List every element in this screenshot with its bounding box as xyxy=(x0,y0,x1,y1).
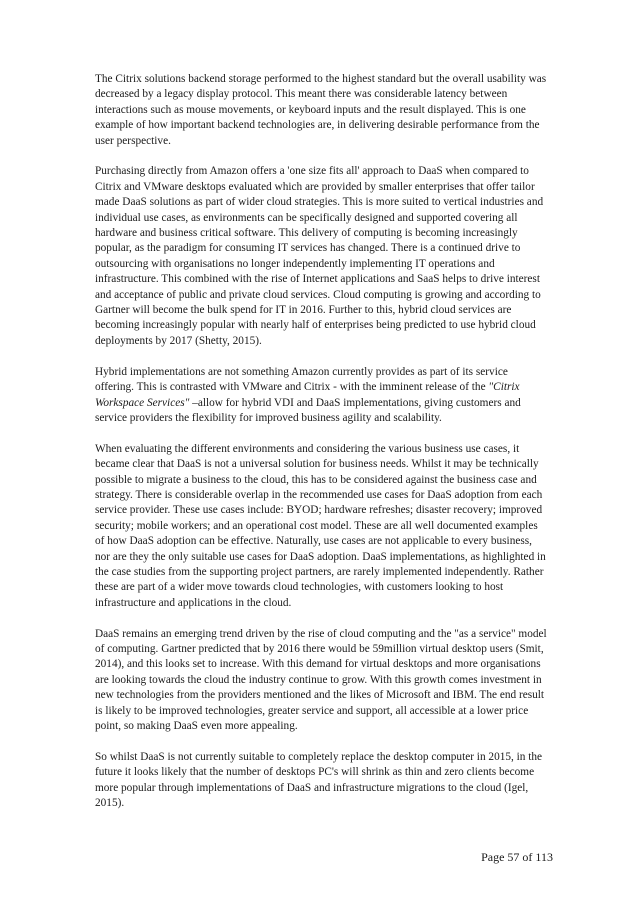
paragraph-hybrid-text-after: –allow for hybrid VDI and DaaS implementations, giving customers and service providers the flexibility for improved business agility and scalability. xyxy=(95,396,521,424)
paragraph-amazon-purchasing: Purchasing directly from Amazon offers a 'one size fits all' approach to DaaS when compared to Citrix and VMware desktops evaluated which are provided by smaller enterprises that offer tailor made DaaS solutions as part of wider cloud strategies. This is more suited to vertical industries and individual use cases, as environments can be specifically designed and supported covering all hardware and business critical software. This delivery of computing is becoming increasingly popular, as the paradigm for consuming IT services has changed. There is a continued drive to outsourcing with organisations no longer independently implementing IT operations and infrastructure. This combined with the rise of Internet applications and SaaS helps to drive interest and acceptance of public and private cloud services. Cloud computing is growing and according to Gartner will become the bulk spend for IT in 2016. Further to this, hybrid cloud services are becoming increasingly popular with nearly half of enterprises being predicted to use hybrid cloud deployments by 2017 (Shetty, 2015). xyxy=(95,165,544,347)
paragraph-hybrid-text-before: Hybrid implementations are not something Amazon currently provides as part of its service offering. This is contrasted with VMware and Citrix - with the imminent release of the xyxy=(95,365,508,394)
paragraph-conclusion: So whilst DaaS is not currently suitable to completely replace the desktop computer in 2015, in the future it looks likely that the number of desktops PC's will shrink as thin and zero clients become more popular through implementations of DaaS and infrastructure migrations to the cloud (Igel, 2015). xyxy=(95,750,543,810)
body-text xyxy=(95,72,547,827)
citrix-workspace-services-emphasis: "Citrix Workspace Services" xyxy=(95,381,520,409)
paragraph-hybrid-implementations xyxy=(95,365,547,427)
paragraph-daas-emerging-trend: DaaS remains an emerging trend driven by the rise of cloud computing and the "as a service" model of computing. Gartner predicted that by 2016 there would be 59million virtual desktop users (Smit, 2014), and this looks set to increase. With this demand for virtual desktops and more organisations are looking towards the cloud the industry continue to grow. With this growth comes investment in new technologies from the providers mentioned and the likes of Microsoft and IBM. The end result is likely to be improved technologies, greater service and support, all accessible at a lower price point, so making DaaS even more appealing. xyxy=(95,627,547,732)
page-number: Page 57 of 113 xyxy=(481,850,553,864)
paragraph-evaluating-environments: When evaluating the different environments and considering the various business use cases, it became clear that DaaS is not a universal solution for business needs. Whilst it may be technically possible to migrate a business to the cloud, this has to be considered against the business case and strategy. There is considerable overlap in the recommended use cases for DaaS adoption from each service provider. These use cases include: BYOD; hardware refreshes; disaster recovery; improved security; mobile workers; and an operational cost model. These are all well documented examples of how DaaS adoption can be effective. Naturally, use cases are not applicable to every business, nor are they the only suitable use cases for DaaS adoption. DaaS implementations, as highlighted in the case studies from the supporting project partners, are rarely implemented independently. Rather these are part of a wider move towards cloud technologies, with customers looking to host infrastructure and applications in the cloud. xyxy=(95,442,546,609)
paragraph-citrix-storage: The Citrix solutions backend storage performed to the highest standard but the overall usability was decreased by a legacy display protocol. This meant there was considerable latency between interactions such as mouse movements, or keyboard inputs and the result displayed. This is one example of how important backend technologies are, in delivering desirable performance from the user perspective. xyxy=(95,73,547,147)
